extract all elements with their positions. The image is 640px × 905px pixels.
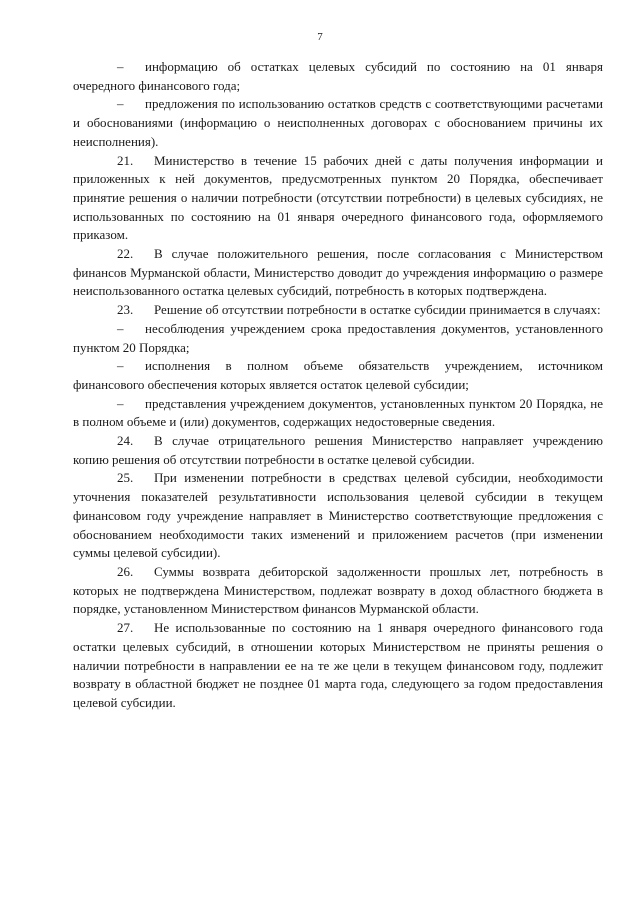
paragraph-number: 26.: [117, 563, 134, 579]
list-item-text: информацию об остатках целевых субсидий по состоянию на 01 января очередного финансового года;: [73, 59, 603, 93]
paragraph-text: В случае отрицательного решения Министерство направляет учреждению копию решения об отсутствии потребности в остатке целевой субсидии.: [73, 433, 603, 467]
paragraph-text: При изменении потребности в средствах целевой субсидии, необходимости уточнения показателей результативности использования целевой субсидии в текущем финансовом году учреждение направляет в Министерство соответствующие предложения с обоснованием необходимости таких изменений и приложением расчетов (при изменении суммы целевой субсидии).: [73, 470, 603, 561]
paragraph-23: [73, 301, 603, 320]
dash-marker: –: [117, 358, 124, 374]
paragraph-number: 24.: [117, 433, 134, 449]
paragraph-number: 22.: [117, 246, 134, 262]
dash-marker: –: [117, 96, 124, 112]
list-item-dash: [73, 395, 603, 432]
list-item-text: представления учреждением документов, установленных пунктом 20 Порядка, не в полном объеме и (или) документов, содержащих недостоверные сведения.: [73, 395, 603, 430]
paragraph-number: 21.: [117, 152, 134, 168]
list-item-dash: [73, 95, 603, 151]
list-item-dash: [73, 357, 603, 394]
list-item-dash: [73, 58, 603, 95]
dash-marker: –: [117, 320, 124, 336]
paragraph-text: Суммы возврата дебиторской задолженности прошлых лет, потребность в которых не подтверждена Министерством, подлежат возврату в доход областного бюджета в порядке, установленном Министерством финансов Мурманской области.: [73, 563, 603, 617]
paragraph-number: 23.: [117, 302, 134, 318]
list-item-text: исполнения в полном объеме обязательств учреждением, источником финансового обеспечения которых является остаток целевой субсидии;: [73, 358, 603, 392]
paragraph-27: [73, 619, 603, 713]
list-item-text: предложения по использованию остатков средств с соответствующими расчетами и обоснованиями (информацию о неисполненных договорах с обоснованием причины их неисполнения).: [73, 96, 603, 149]
paragraph-text: Не использованные по состоянию на 1 января очередного финансового года остатки целевых субсидий, в отношении которых Министерством не приняты решения о наличии потребности в направлении ее на те же цели в текущем финансовом году, подлежит возврату в областной бюджет не позднее 01 марта года, следующего за годом предоставления целевой субсидии.: [73, 620, 603, 710]
dash-marker: –: [117, 395, 124, 411]
paragraph-22: [73, 245, 603, 301]
paragraph-25: [73, 469, 603, 563]
paragraph-24: [73, 432, 603, 469]
dash-marker: –: [117, 59, 124, 74]
list-item-dash: [73, 320, 603, 357]
paragraph-text: В случае положительного решения, после согласования с Министерством финансов Мурманской области, Министерство доводит до учреждения информацию о размере неиспользованного остатка целевых субсидий, потребность в которых подтверждена.: [73, 246, 603, 299]
paragraph-text: Министерство в течение 15 рабочих дней с даты получения информации и приложенных к ней документов, предусмотренных пунктом 20 Порядка, обеспечивает принятие решения о наличии потребности (отсутствии потребности) в целевых субсидиях, не использованных по состоянию на 01 января очередного финансового года, оформляемого приказом.: [73, 152, 603, 243]
paragraph-26: [73, 563, 603, 619]
list-item-text: несоблюдения учреждением срока предоставления документов, установленного пунктом 20 Порядка;: [73, 320, 603, 355]
paragraph-21: [73, 152, 603, 246]
paragraph-text: Решение об отсутствии потребности в остатке субсидии принимается в случаях:: [154, 302, 601, 318]
paragraph-number: 25.: [117, 470, 134, 486]
paragraph-number: 27.: [117, 620, 134, 636]
page-number: 7: [317, 31, 323, 43]
document-body: [73, 58, 603, 713]
